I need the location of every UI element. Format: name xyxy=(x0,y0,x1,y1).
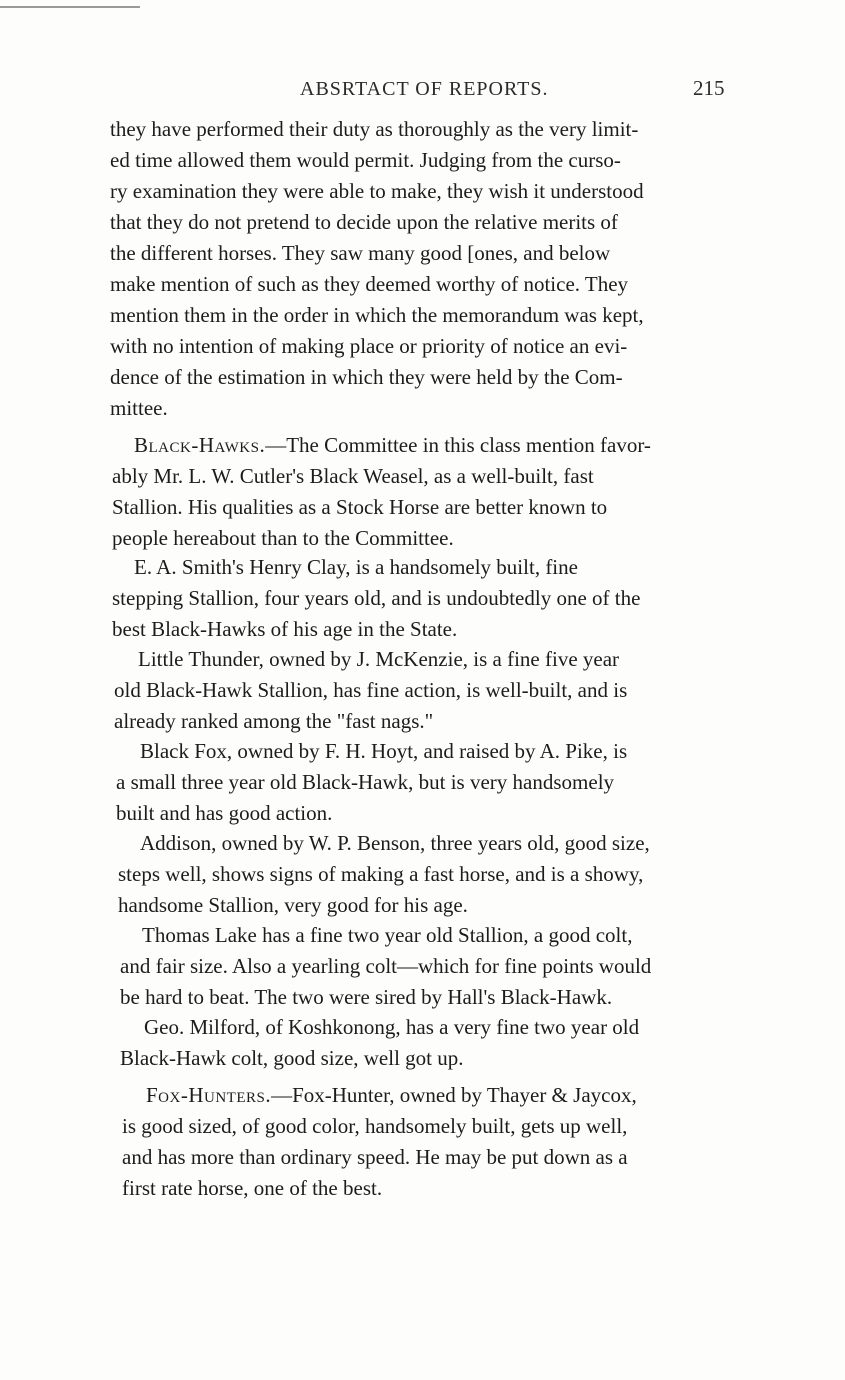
black-fox-line-3: built and has good action. xyxy=(116,801,333,825)
addison-line-1: Addison, owned by W. P. Benson, three years old, good size, xyxy=(140,831,650,855)
henry-clay-line-2: stepping Stallion, four years old, and is undoubtedly one of the xyxy=(112,586,641,610)
fox-hunters-first-line-text: —Fox-Hunter, owned by Thayer & Jaycox, xyxy=(271,1083,637,1107)
geo-milford-line-2: Black-Hawk colt, good size, well got up. xyxy=(120,1046,464,1070)
little-thunder-line-1: Little Thunder, owned by J. McKenzie, is a fine five year xyxy=(138,647,620,671)
black-hawks-line-1 xyxy=(134,430,651,460)
addison-line-2: steps well, shows signs of making a fast horse, and is a showy, xyxy=(118,862,644,886)
geo-milford-line-1: Geo. Milford, of Koshkonong, has a very fine two year old xyxy=(144,1015,640,1039)
thomas-lake-line-2: and fair size. Also a yearling colt—which for fine points would xyxy=(120,954,652,978)
henry-clay-line-1: E. A. Smith's Henry Clay, is a handsomely built, fine xyxy=(134,555,578,579)
henry-clay-line-3: best Black-Hawks of his age in the State. xyxy=(112,617,458,641)
fox-hunters-line-2: is good sized, of good color, handsomely built, gets up well, xyxy=(122,1114,628,1138)
addison-line-3: handsome Stallion, very good for his age. xyxy=(118,893,468,917)
top-rule xyxy=(0,6,140,8)
black-fox-line-2: a small three year old Black-Hawk, but is very handsomely xyxy=(116,770,615,794)
paragraph-1-line-4: that they do not pretend to decide upon the relative merits of xyxy=(110,210,618,234)
black-fox-line-1: Black Fox, owned by F. H. Hoyt, and raised by A. Pike, is xyxy=(140,739,628,763)
fox-hunters-line-3: and has more than ordinary speed. He may be put down as a xyxy=(122,1145,628,1169)
fox-hunters-line-1 xyxy=(146,1080,637,1110)
paragraph-1-line-7: mention them in the order in which the memorandum was kept, xyxy=(110,303,644,327)
black-hawks-line-3: Stallion. His qualities as a Stock Horse are better known to xyxy=(112,495,608,519)
little-thunder-line-3: already ranked among the "fast nags." xyxy=(114,709,434,733)
page-number: 215 xyxy=(693,76,725,100)
paragraph-1-line-8: with no intention of making place or priority of notice an evi- xyxy=(110,334,628,358)
thomas-lake-line-1: Thomas Lake has a fine two year old Stallion, a good colt, xyxy=(142,923,633,947)
paragraph-1-line-1: they have performed their duty as thoroughly as the very limit- xyxy=(110,117,639,141)
running-title: ABSRTACT OF REPORTS. xyxy=(300,78,549,100)
paragraph-1-line-9: dence of the estimation in which they were held by the Com- xyxy=(110,365,623,389)
paragraph-1-line-2: ed time allowed them would permit. Judging from the curso- xyxy=(110,148,621,172)
paragraph-1-line-3: ry examination they were able to make, they wish it understood xyxy=(110,179,644,203)
thomas-lake-line-3: be hard to beat. The two were sired by Hall's Black-Hawk. xyxy=(120,985,613,1009)
paragraph-1-line-10: mittee. xyxy=(110,396,168,420)
little-thunder-line-2: old Black-Hawk Stallion, has fine action, is well-built, and is xyxy=(114,678,628,702)
black-hawks-heading: Black-Hawks. xyxy=(134,433,266,457)
black-hawks-line-2: ably Mr. L. W. Cutler's Black Weasel, as a well-built, fast xyxy=(112,464,594,488)
black-hawks-first-line-text: —The Committee in this class mention favor- xyxy=(265,433,651,457)
black-hawks-line-4: people hereabout than to the Committee. xyxy=(112,526,454,550)
fox-hunters-heading: Fox-Hunters. xyxy=(146,1083,272,1107)
fox-hunters-line-4: first rate horse, one of the best. xyxy=(122,1176,383,1200)
paragraph-1-line-5: the different horses. They saw many good [ones, and below xyxy=(110,241,611,265)
paragraph-1-line-6: make mention of such as they deemed worthy of notice. They xyxy=(110,272,629,296)
